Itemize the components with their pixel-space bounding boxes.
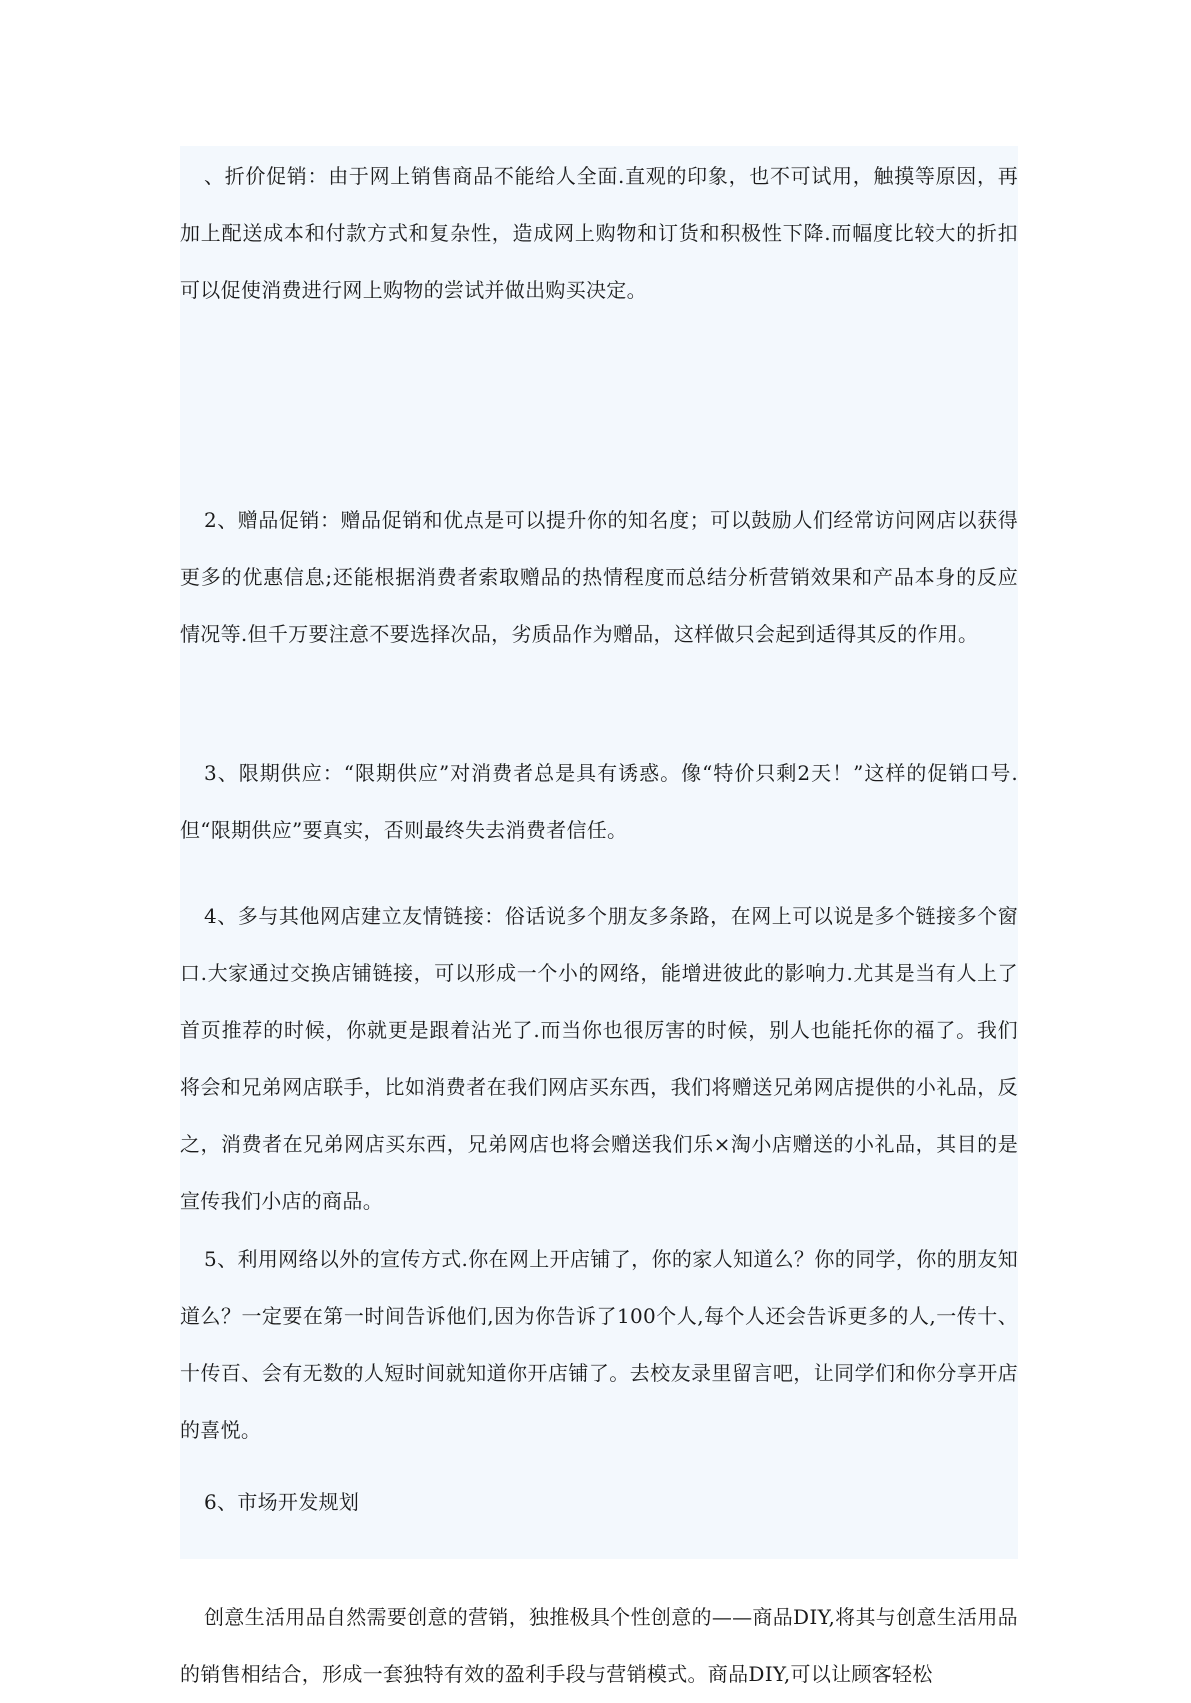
paragraph-gift-promotion: 2、赠品促销：赠品促销和优点是可以提升你的知名度；可以鼓励人们经常访问网店以获得更多的优惠信息;还能根据消费者索取赠品的热情程度而总结分析营销效果和产品本身的反应情况等.但千万要注意不要选择次品，劣质品作为赠品，这样做只会起到适得其反的作用。 xyxy=(180,508,1018,646)
paragraph-friend-links: 4、多与其他网店建立友情链接：俗话说多个朋友多条路，在网上可以说是多个链接多个窗口.大家通过交换店铺链接，可以形成一个小的网络，能增进彼此的影响力.尤其是当有人上了首页推荐的时候，你就更是跟着沾光了.而当你也很厉害的时候，别人也能托你的福了。我们将会和兄弟网店联手，比如消费者在我们网店买东西，我们将赠送兄弟网店提供的小礼品，反之，消费者在兄弟网店买东西，兄弟网店也将会赠送我们乐×淘小店赠送的小礼品，其目的是宣传我们小店的商品。 xyxy=(180,904,1018,1213)
document-body xyxy=(180,146,1018,1686)
paragraph-discount-promotion: 、折价促销：由于网上销售商品不能给人全面.直观的印象，也不可试用，触摸等原因，再加上配送成本和付款方式和复杂性，造成网上购物和订货和积极性下降.而幅度比较大的折扣可以促使消费进行网上购物的尝试并做出购买决定。 xyxy=(180,164,1018,302)
section-heading-market-plan: 6、市场开发规划 xyxy=(204,1490,360,1514)
paragraph-creative-diy: 创意生活用品自然需要创意的营销，独推极具个性创意的——商品DIY,将其与创意生活用品的销售相结合，形成一套独特有效的盈利手段与营销模式。商品DIY,可以让顾客轻松 xyxy=(180,1605,1018,1686)
paragraph-offline-promotion: 5、利用网络以外的宣传方式.你在网上开店铺了，你的家人知道么？你的同学，你的朋友知道么？一定要在第一时间告诉他们,因为你告诉了100个人,每个人还会告诉更多的人,一传十、十传百、会有无数的人短时间就知道你开店铺了。去校友录里留言吧，让同学们和你分享开店的喜悦。 xyxy=(180,1247,1018,1442)
paragraph-limited-supply: 3、限期供应：“限期供应”对消费者总是具有诱惑。像“特价只剩2天！”这样的促销口号.但“限期供应”要真实，否则最终失去消费者信任。 xyxy=(180,761,1018,842)
